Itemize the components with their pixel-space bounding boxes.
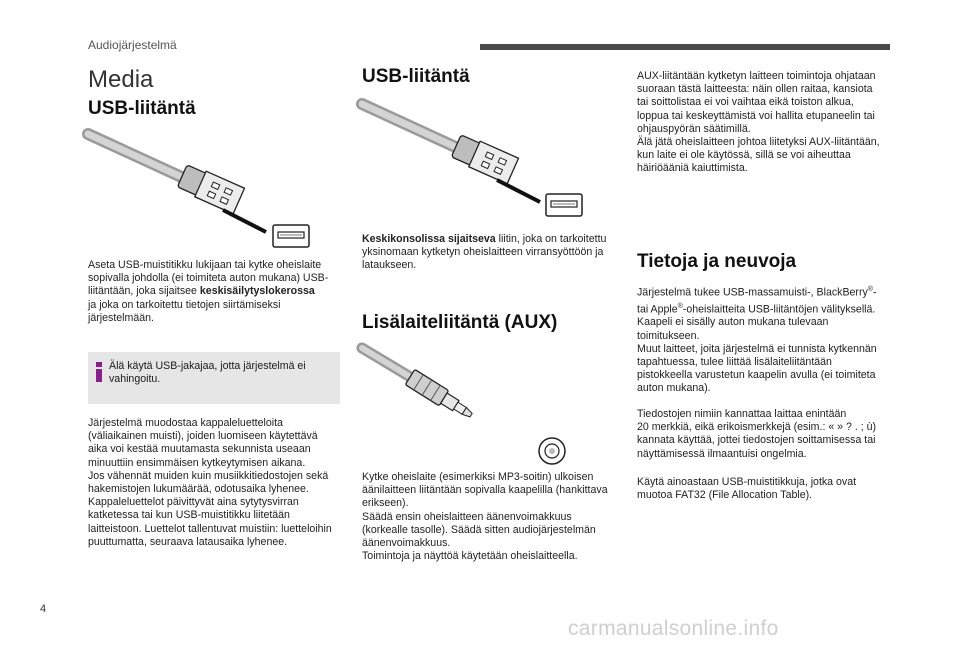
heading-aux: Lisälaiteliitäntä (AUX) [362,312,558,333]
heading-tips: Tietoja ja neuvoja [637,251,797,272]
usb-description: Aseta USB-muistitikku lukijaan tai kytke oheislaite sopivalla johdolla (ei toimiteta auton mukana) USB- liitäntään, joka sijaitsee keskisäilytyslokerossa ja joka on tarkoitettu tietojen siirtämiseksi järjestelmään. [88,259,329,324]
header-bar [480,44,890,50]
aux-continued-description: AUX-liitäntään kytketyn laitteen toimintoja ohjataan suoraan tästä laitteesta: näin ollen raitaa, kansiota tai soittolistaa ei voi vaihtaa eikä toiston alkua, loppua tai keskeyttämistä voi hallita etupaneelin tai ohjauspyörän säätimillä. Älä jätä oheislaitteen johtoa liitetyksi AUX-liitäntään, kun laite ei ole käytössä, sillä se voi aiheuttaa häiriöääniä kaiuttimista. [637,70,880,175]
usb-charging-description: Keskikonsolissa sijaitseva liitin, joka on tarkoitettu yksinomaan kytketyn oheislaitteen virransyöttöön ja lataukseen. [362,233,607,272]
tips-file-names: Tiedostojen nimiin kannattaa laittaa enintään 20 merkkiä, eikä erikoismerkkejä (esim.: « » ? . ; ù) kannata käyttää, jottei tiedostojen soittamisessa tai näyttämisessä ilmaantuisi ongelmia. [637,408,877,460]
page-number: 4 [40,603,47,615]
aux-description: Kytke oheislaite (esimerkiksi MP3-soitin) ulkoisen äänilaitteen liitäntään sopivalla kaapelilla (hankittava erikseen). Säädä ensin oheislaitteen äänenvoimakkuus (korkealle tasolle). Säädä sitten audiojärjestelmän äänenvoimakkuus. Toimintoja ja näyttöä käytetään oheislaitteella. [362,471,608,563]
aux-port-icon [537,436,567,466]
playlist-description: Järjestelmä muodostaa kappaleluetteloita (väliaikainen muisti), joiden luomiseen käytettävä aika voi kestää muutamasta sekunnista useaan minuuttiin ensimmäisen kytkeytymisen aikana. Jos vähennät muiden kuin musiikkitiedostojen sekä hakemistojen lukumäärää, odotusaika lyhenee. Kappaleluettelot päivittyvät aina sytytysvirran katketessa tai kun USB-muistitikku liitetään laitteistoon. Luettelot tallentuvat muistiin: luetteloihin puuttumatta, seuraava latausaika lyhenee. [88,417,332,548]
heading-usb-1: USB-liitäntä [88,98,196,119]
usb-port-icon [272,224,310,248]
tips-supported-devices: Järjestelmä tukee USB-massamuisti-, BlackBerry®- tai Apple®-oheislaitteita USB-liitäntöjen välityksellä. Kaapeli ei sisälly auton mukana tulevaan toimitukseen. Muut laitteet, joita järjestelmä ei tunnista kytkennän tapahtuessa, tulee liittää lisälaiteliitäntään pistokkeella varustetun kaapelin avulla (ei toimiteta auton mukana). [637,286,877,395]
section-header: Audiojärjestelmä [88,38,177,52]
tips-fat32: Käytä ainoastaan USB-muistitikkuja, jotka ovat muotoa FAT32 (File Allocation Table). [637,476,857,502]
info-text: Älä käytä USB-jakajaa, jotta järjestelmä ei vahingoitu. [109,360,306,386]
heading-usb-2: USB-liitäntä [362,66,470,87]
page-title: Media [88,66,154,93]
watermark: carmanualsonline.info [568,617,779,640]
aux-jack-illustration [362,344,502,434]
info-icon [93,362,105,382]
usb-port-icon-2 [545,193,583,217]
